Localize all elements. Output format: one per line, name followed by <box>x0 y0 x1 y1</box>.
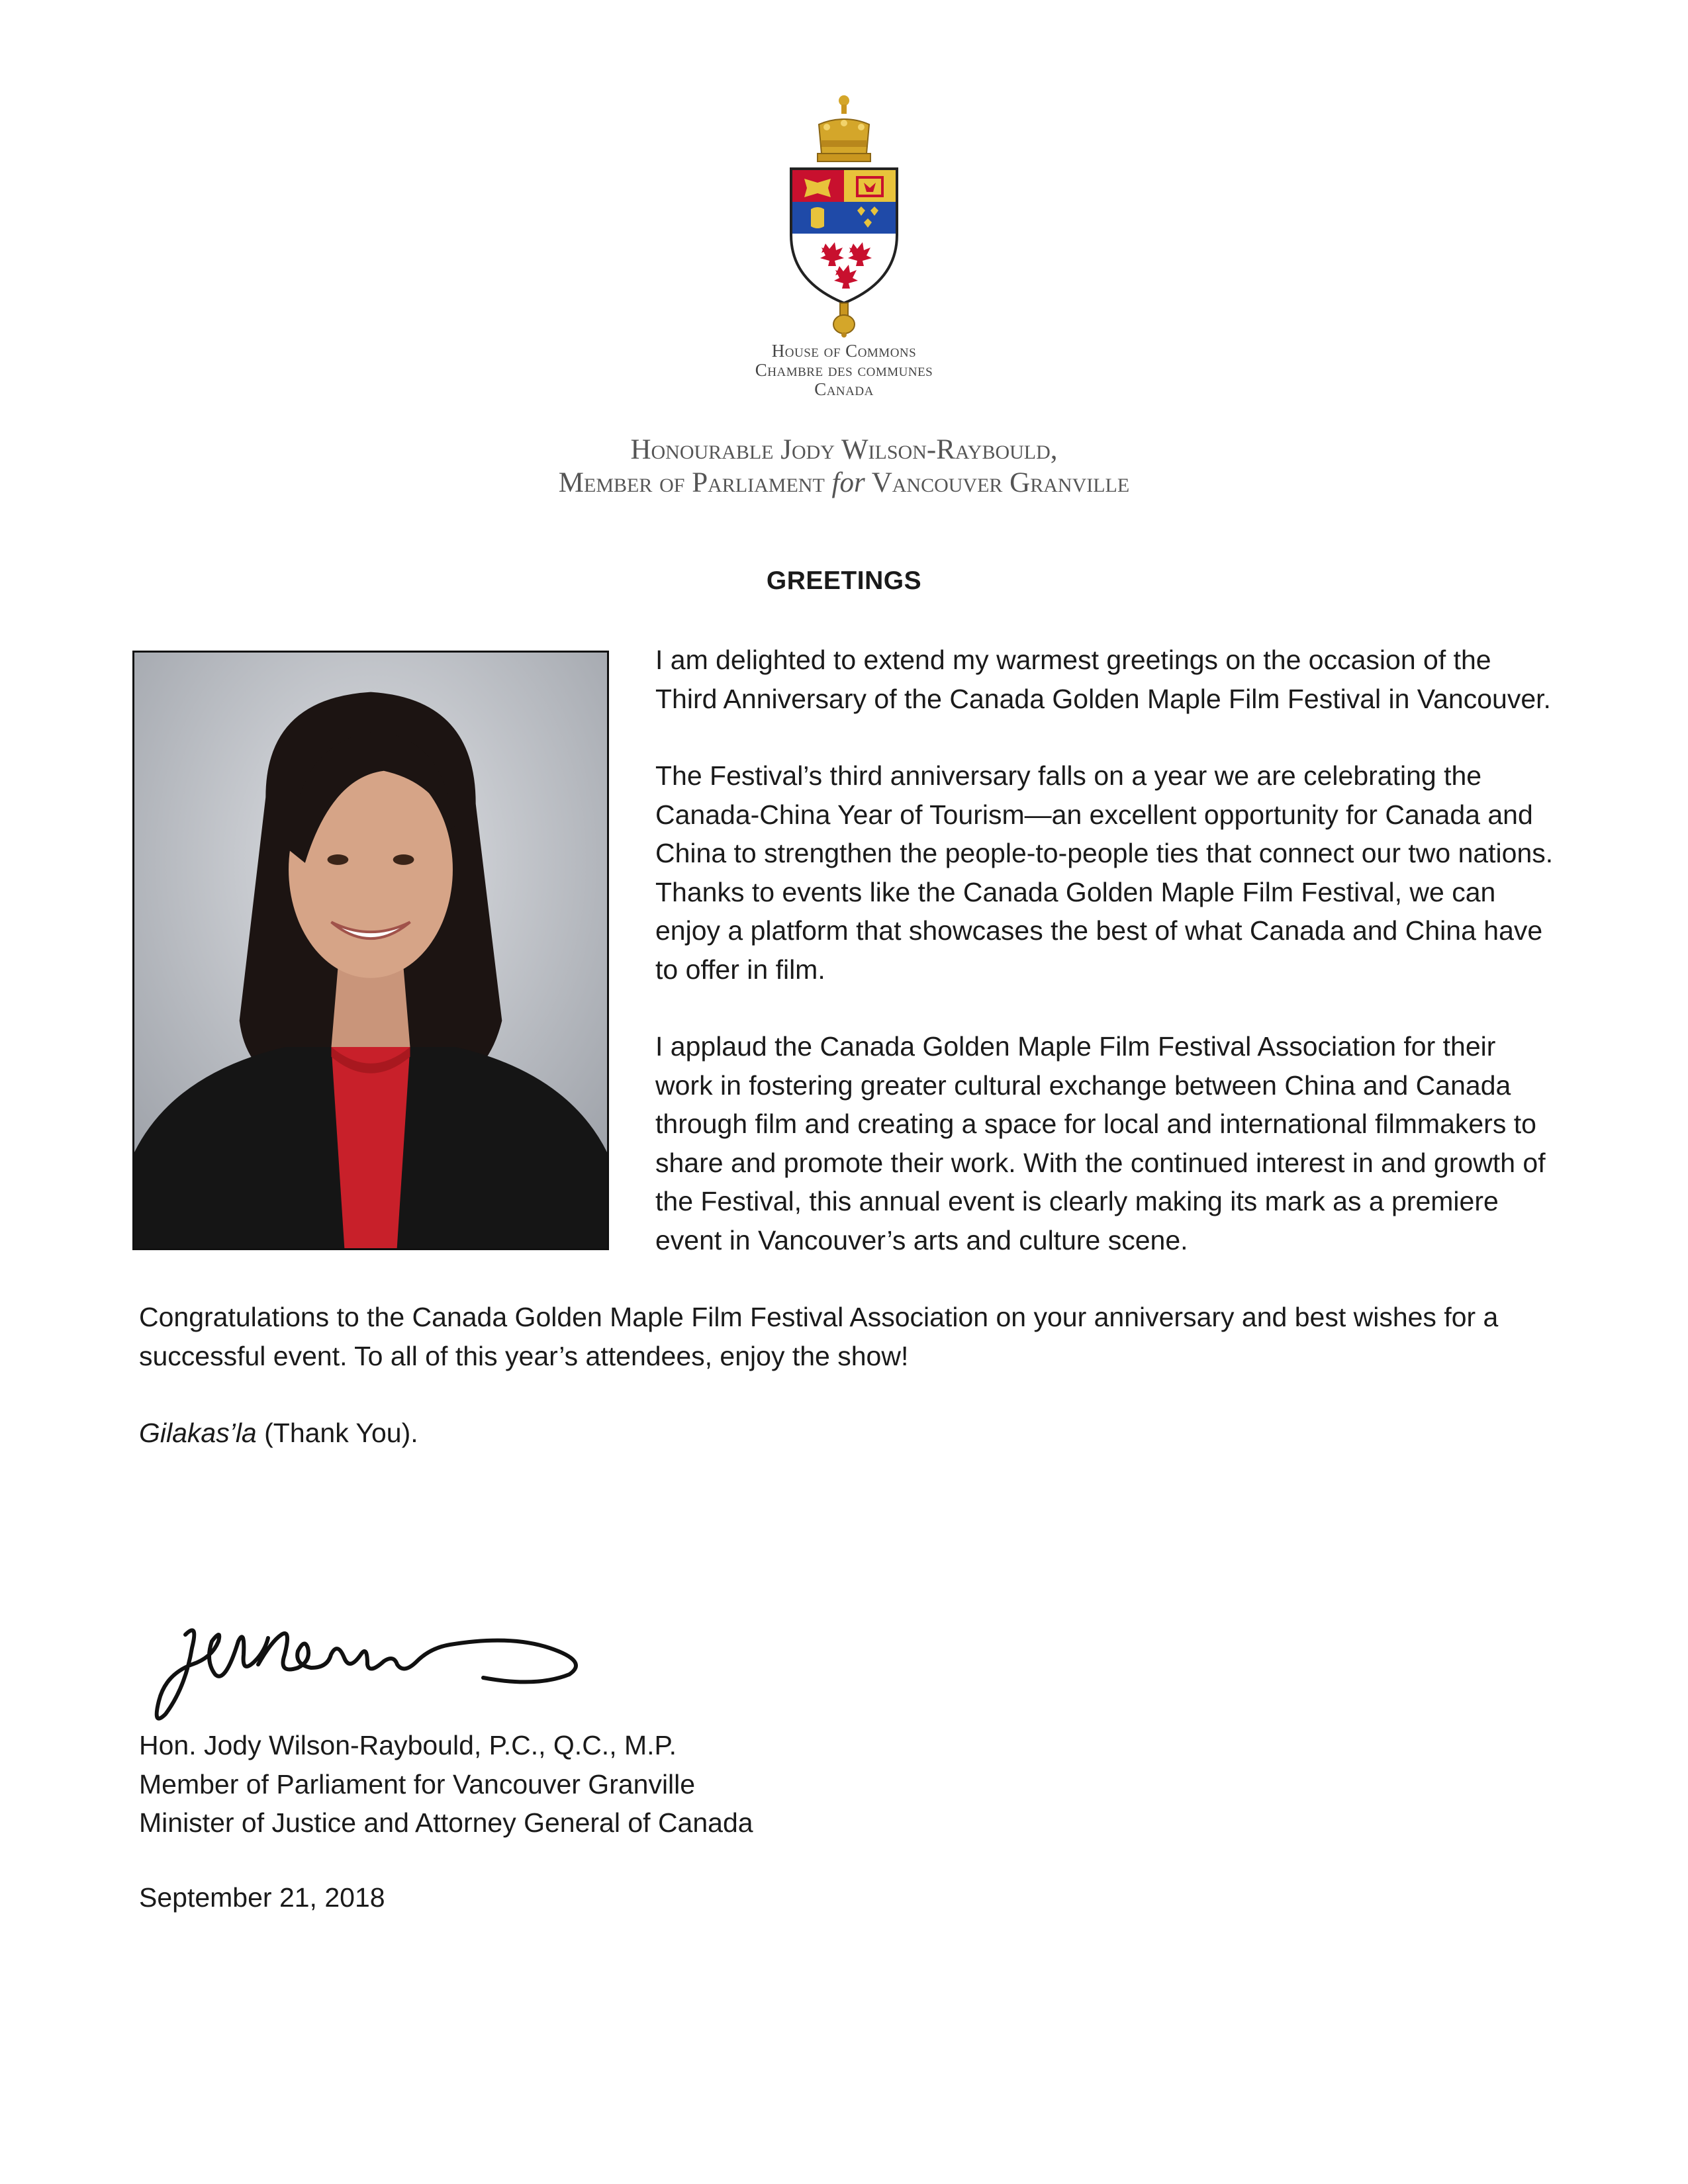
country: Canada <box>814 379 874 399</box>
house-of-commons-crest-icon <box>758 93 930 338</box>
letter-body <box>139 641 1556 1453</box>
greetings-title: GREETINGS <box>766 567 922 595</box>
mp-line-2-for: for <box>831 467 865 498</box>
mp-title-block <box>0 433 1688 500</box>
mp-line-2-a: Member of Parliament <box>558 467 825 498</box>
letter-date: September 21, 2018 <box>139 1882 385 1913</box>
signatory-role-1: Member of Parliament for Vancouver Granville <box>139 1768 696 1799</box>
paragraph-5 <box>139 1414 1556 1453</box>
paragraph-2: The Festival’s third anniversary falls on a year we are celebrating the Canada-China Year of Tourism—an excellent opportunity for Canada and China to strengthen the people-to-people ties that connect our two nations. Thanks to events like the Canada Golden Maple Film Festival, we can enjoy a platform that showcases the best of what Canada and China have to offer in film. <box>655 760 1554 985</box>
signatory-name: Hon. Jody Wilson-Raybould, P.C., Q.C., M.P. <box>139 1730 677 1760</box>
signatory-role-2: Minister of Justice and Attorney General of Canada <box>139 1807 753 1838</box>
signatory-block <box>139 1726 753 1843</box>
thank-you-text: (Thank You). <box>256 1418 418 1448</box>
letterhead <box>0 93 1688 500</box>
gilakasla-word: Gilakas’la <box>139 1418 257 1448</box>
house-en: House of Commons <box>771 341 917 361</box>
photo-wrap-spacer <box>139 641 655 1248</box>
paragraph-4: Congratulations to the Canada Golden Maple Film Festival Association on your anniversary and best wishes for a successful event. To all of this year’s attendees, enjoy the show! <box>139 1302 1499 1371</box>
mp-line-1: Honourable Jody Wilson-Raybould, <box>630 434 1058 465</box>
paragraph-1: I am delighted to extend my warmest greetings on the occasion of the Third Anniversary of the Canada Golden Maple Film Festival in Vancouver. <box>655 645 1551 714</box>
handwritten-signature <box>139 1602 616 1734</box>
house-of-commons-lines <box>0 341 1688 399</box>
mp-line-2-b: Vancouver Granville <box>871 467 1130 498</box>
mp-line-2 <box>0 467 1688 500</box>
paragraph-3: I applaud the Canada Golden Maple Film Festival Association for their work in fostering greater cultural exchange between China and Canada through film and creating a space for local and international filmmakers to share and promote their work. With the continued interest in and growth of the Festival, this annual event is clearly making its mark as a premiere event in Vancouver’s arts and culture scene. <box>655 1031 1546 1255</box>
house-fr: Chambre des communes <box>755 360 933 380</box>
